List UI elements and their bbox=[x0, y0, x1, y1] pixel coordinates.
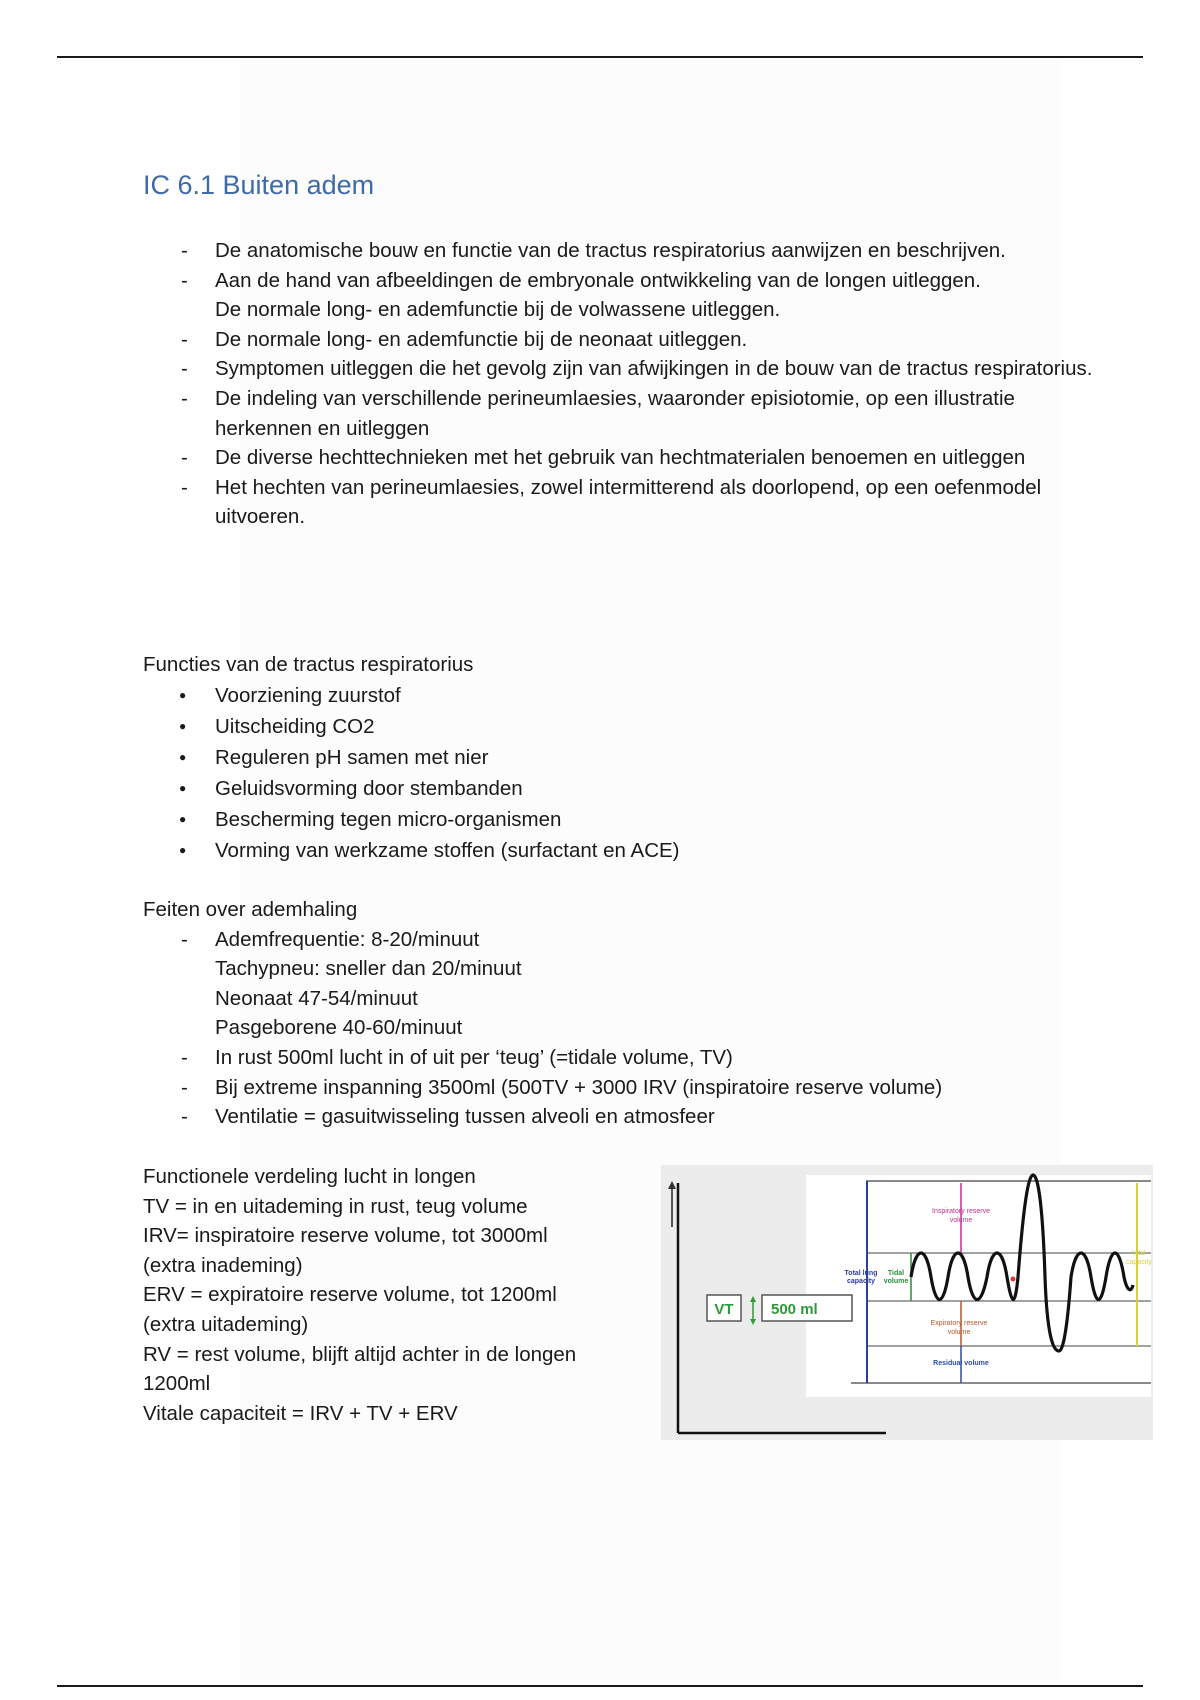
tlc-label: Total lung bbox=[844, 1270, 878, 1277]
list-item: - De normale long- en ademfunctie bij de neonaat uitleggen. bbox=[143, 325, 1200, 355]
text-line: (extra uitademing) bbox=[143, 1312, 309, 1336]
facts-section bbox=[143, 895, 942, 1132]
functions-section bbox=[143, 650, 680, 866]
list-item: - Het hechten van perineumlaesies, zowel intermitterend als doorlopend, op een oefenmodel uitvoeren. bbox=[143, 473, 1200, 532]
text-line: RV = rest volume, blijft altijd achter in de longen bbox=[143, 1342, 577, 1366]
volumes-section bbox=[143, 1162, 643, 1428]
rv-label: Residual volume bbox=[933, 1360, 989, 1367]
tidal-label-2: volume bbox=[883, 1278, 909, 1285]
vt-label: VT bbox=[714, 1301, 734, 1318]
section-heading: Functies van de tractus respiratorius bbox=[143, 653, 474, 676]
objectives-list bbox=[143, 236, 1200, 532]
text-line: ERV = expiratoire reserve volume, tot 1200ml bbox=[143, 1283, 557, 1307]
list-item: - De anatomische bouw en functie van de tractus respiratorius aanwijzen en beschrijven. bbox=[143, 236, 1200, 266]
vital-label: Vital bbox=[1132, 1250, 1146, 1257]
header-rule bbox=[57, 56, 1143, 58]
objectives-section bbox=[143, 236, 1200, 532]
list-item: - Symptomen uitleggen die het gevolg zijn van afwijkingen in de bouw van de tractus respiratorius. bbox=[143, 354, 1200, 384]
list-item-continuation: De normale long- en ademfunctie bij de volwassene uitleggen. bbox=[215, 298, 781, 322]
vt-arrow-up bbox=[750, 1296, 756, 1302]
list-item: ● Bescherming tegen micro-organismen bbox=[143, 804, 680, 835]
list-item: - Bij extreme inspanning 3500ml (500TV + 3000 IRV (inspiratoire reserve volume) bbox=[143, 1073, 942, 1103]
text-line: IRV= inspiratoire reserve volume, tot 3000ml bbox=[143, 1224, 548, 1248]
irv-label: Inspiratory reserve bbox=[932, 1208, 990, 1215]
list-item: ● Geluidsvorming door stembanden bbox=[143, 773, 680, 804]
list-item: ● Reguleren pH samen met nier bbox=[143, 742, 680, 773]
section-heading: Feiten over ademhaling bbox=[143, 898, 358, 921]
tidal-label: Tidal bbox=[887, 1270, 905, 1277]
vt-value: 500 ml bbox=[771, 1301, 818, 1318]
trace-marker bbox=[1011, 1277, 1016, 1282]
facts-list bbox=[143, 925, 942, 1132]
vital-label-2: capacity bbox=[1126, 1259, 1152, 1266]
axis-arrow-head bbox=[668, 1181, 676, 1189]
list-item: - De diverse hechttechnieken met het gebruik van hechtmaterialen benoemen en uitleggen bbox=[143, 443, 1200, 473]
functions-list bbox=[143, 680, 680, 866]
section-heading: Functionele verdeling lucht in longen bbox=[143, 1165, 476, 1188]
tlc-label-2: capacity bbox=[846, 1278, 876, 1285]
irv-label-2: volume bbox=[949, 1217, 973, 1224]
text-line: 1200ml bbox=[143, 1372, 211, 1396]
page-title: IC 6.1 Buiten adem bbox=[143, 170, 375, 200]
list-item: - De indeling van verschillende perineumlaesies, waaronder episiotomie, op een illustratie herkennen en uitleggen bbox=[143, 384, 1200, 443]
list-item: - Ventilatie = gasuitwisseling tussen alveoli en atmosfeer bbox=[143, 1102, 942, 1132]
lung-volumes-diagram bbox=[661, 1165, 1153, 1440]
list-item: ● Voorziening zuurstof bbox=[143, 680, 680, 711]
list-item: ● Uitscheiding CO2 bbox=[143, 711, 680, 742]
text-line: Vitale capaciteit = IRV + TV + ERV bbox=[143, 1401, 458, 1425]
footer-rule bbox=[57, 1685, 1143, 1687]
vt-arrow-down bbox=[750, 1319, 756, 1325]
list-item: - Aan de hand van afbeeldingen de embryonale ontwikkeling van de longen uitleggen. bbox=[143, 266, 1200, 296]
list-item: - Ademfrequentie: 8-20/minuut Tachypneu: sneller dan 20/minuut Neonaat 47-54/minuut Pasgeborene 40-60/minuut bbox=[143, 925, 942, 1043]
text-line: (extra inademing) bbox=[143, 1253, 303, 1277]
text-line: TV = in en uitademing in rust, teug volume bbox=[143, 1194, 528, 1218]
list-item: ● Vorming van werkzame stoffen (surfactant en ACE) bbox=[143, 835, 680, 866]
erv-label: Expiratory reserve bbox=[930, 1320, 988, 1327]
list-item: - In rust 500ml lucht in of uit per ‘teug’ (=tidale volume, TV) bbox=[143, 1043, 942, 1073]
erv-label-2: volume bbox=[947, 1329, 971, 1336]
lung-volumes-figure bbox=[661, 1165, 1153, 1440]
